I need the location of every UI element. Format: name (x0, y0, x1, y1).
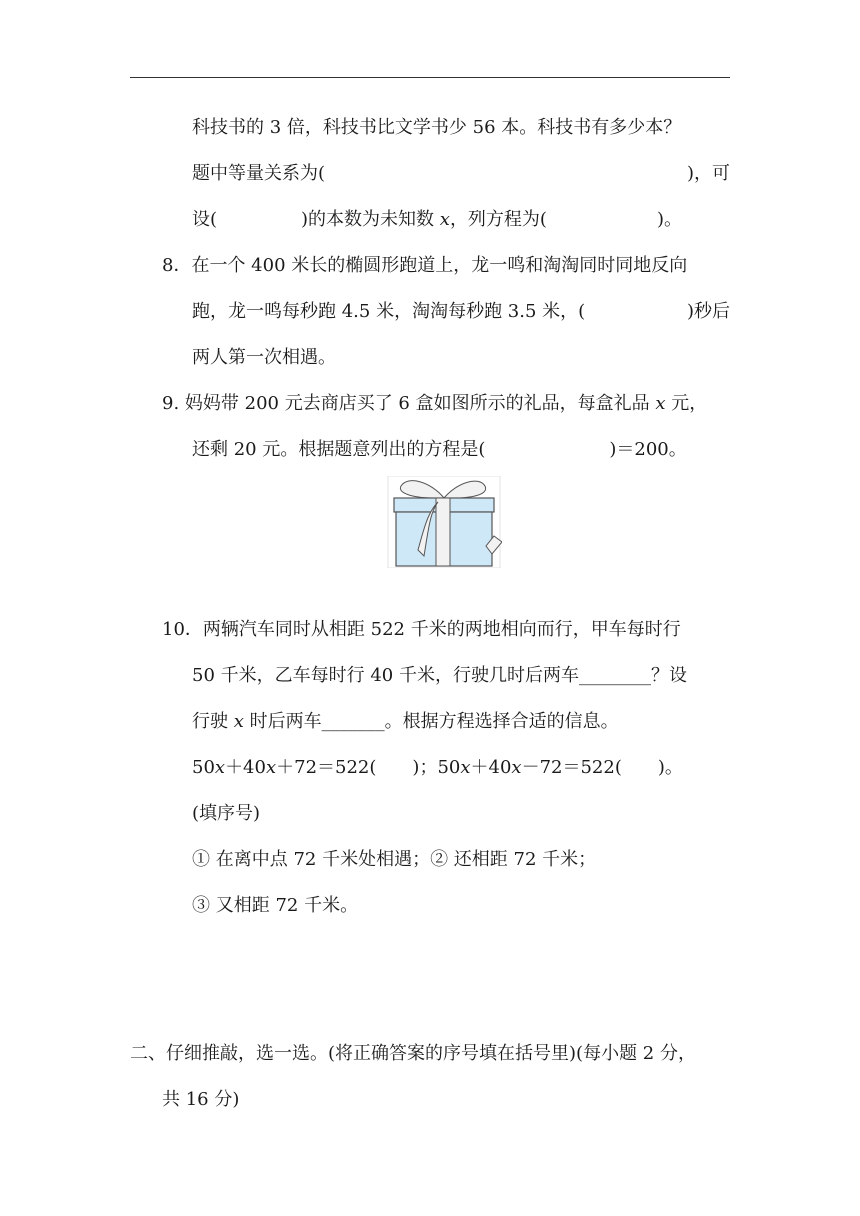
q7-line3 (192, 207, 682, 233)
q7-relation-prompt: 题中等量关系为( (192, 163, 326, 184)
q9-unit: 元， (665, 393, 708, 414)
q7-line2 (192, 161, 730, 187)
variable-x: x (439, 209, 450, 230)
q7-set-prompt: 设( (192, 209, 218, 230)
q9-line2 (192, 437, 687, 463)
q10-options-line2: ③ 又相距 72 千米。 (192, 895, 359, 916)
variable-x: x (511, 757, 522, 778)
section-2-heading: 二、仔细推敲，选一选。(将正确答案的序号填在括号里)(每小题 2 分， (130, 1043, 696, 1064)
variable-x: x (233, 711, 244, 732)
eq-part: 50 (192, 757, 215, 778)
variable-x: x (655, 393, 666, 414)
eq-part: －72＝522( (521, 757, 622, 778)
variable-x: x (460, 757, 471, 778)
q9-equation-tail: )＝200。 (609, 439, 687, 460)
q9-text: 9. 妈妈带 200 元去商店买了 6 盒如图所示的礼品，每盒礼品 (162, 393, 656, 414)
q7-equation-prompt: ，列方程为( (449, 209, 547, 230)
q8-seconds-tail: )秒后 (686, 301, 730, 322)
q8-line2 (192, 299, 730, 325)
eq-part: )。 (657, 757, 683, 778)
q7-equation-tail: )。 (656, 209, 682, 230)
q10-text: 行驶 (192, 711, 234, 732)
q10-text-tail: 时后两车_______。根据方程选择合适的信息。 (243, 711, 619, 732)
eq-part: 50 (437, 757, 461, 778)
q7-line1: 科技书的 3 倍，科技书比文学书少 56 本。科技书有多少本？ (192, 117, 682, 138)
q10-hint: (填序号) (192, 803, 261, 824)
q9-equation-prompt: 还剩 20 元。根据题意列出的方程是( (192, 439, 486, 460)
section-2-heading-cont: 共 16 分) (162, 1089, 240, 1110)
eq-part: )； (412, 757, 438, 778)
variable-x: x (214, 757, 226, 778)
q10-line2: 50 千米，乙车每时行 40 千米，行驶几时后两车________？设 (192, 665, 687, 686)
q10-line3 (192, 709, 619, 735)
q10-equations (192, 755, 683, 781)
q8-line3: 两人第一次相遇。 (192, 347, 336, 368)
eq-part: ＋40 (470, 757, 512, 778)
q10-options-line1: ① 在离中点 72 千米处相遇；② 还相距 72 千米； (192, 849, 597, 870)
gift-box-icon (386, 476, 502, 568)
q7-relation-tail: )，可 (686, 163, 730, 184)
q7-set-text: )的本数为未知数 (301, 209, 440, 230)
header-rule (130, 77, 730, 78)
q10-line1: 10．两辆汽车同时从相距 522 千米的两地相向而行，甲车每时行 (162, 619, 681, 640)
q8-speed-text: 跑，龙一鸣每秒跑 4.5 米，淘淘每秒跑 3.5 米，( (192, 301, 586, 322)
variable-x: x (265, 757, 277, 778)
q8-line1: 8．在一个 400 米长的椭圆形跑道上，龙一鸣和淘淘同时同地反向 (162, 255, 688, 276)
q9-line1 (162, 391, 707, 417)
eq-part: ＋40 (225, 757, 266, 778)
eq-part: ＋72＝522( (276, 757, 377, 778)
